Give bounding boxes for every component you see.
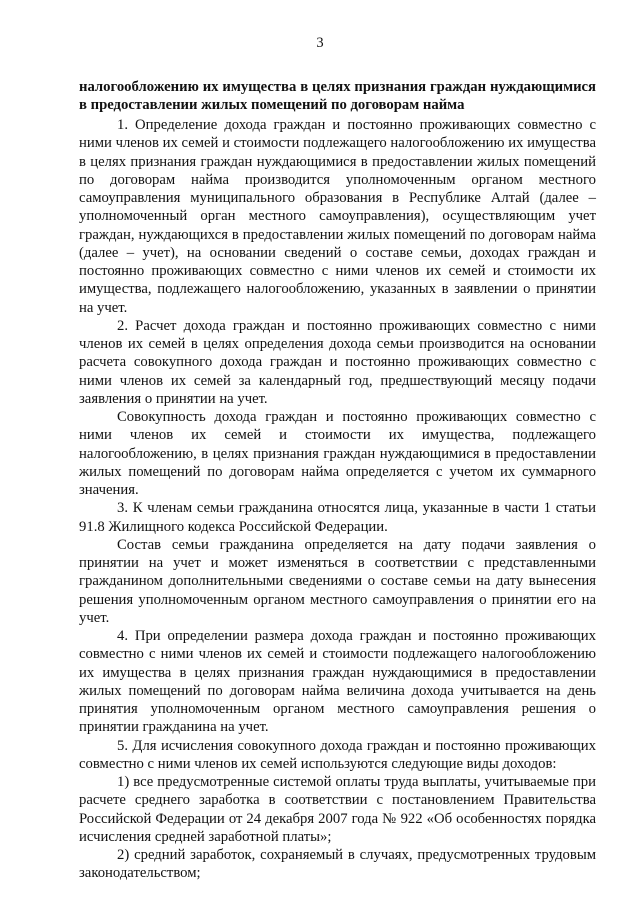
paragraph-3: Совокупность дохода граждан и постоянно проживающих совместно с ними членов их семей и стоимости их имущества, подлежащего налогообложению, в целях признания граждан нуждающимися в предоставлении жилых помещений по договорам найма определяется с учетом их суммарного значения. — [79, 409, 596, 498]
paragraph-2: 2. Расчет дохода граждан и постоянно проживающих совместно с ними членов их семей в целях определения дохода семьи производится на основании расчета совокупного дохода граждан и постоянно проживающих совместно с ними членов их семей за календарный год, предшествующий месяцу подачи заявления о принятии на учет. — [79, 317, 596, 407]
paragraph-8: 1) все предусмотренные системой оплаты труда выплаты, учитываемые при расчете среднего заработка в соответствии с постановлением Правительства Российской Федерации от 24 декабря 2007 года № 922 «Об особенностях порядка исчисления средней заработной платы»; — [79, 774, 596, 845]
paragraph-7: 5. Для исчисления совокупного дохода граждан и постоянно проживающих совместно с ними членов их семей используются следующие виды доходов: — [79, 737, 596, 772]
page-number: 3 — [316, 35, 324, 51]
section-heading: налогообложению их имущества в целях признания граждан нуждающимися в предоставлении жилых помещений по договорам найма — [79, 79, 596, 113]
paragraph-6: 4. При определении размера дохода граждан и постоянно проживающих совместно с ними членов их семей и стоимости подлежащего налогообложению их имущества в целях признания граждан нуждающимися в предоставлении жилых помещений по договорам найма величина дохода учитывается на день принятия уполномоченным органом местного самоуправления решения о принятии гражданина на учет. — [79, 628, 596, 736]
document-body — [79, 78, 596, 883]
paragraph-5: Состав семьи гражданина определяется на дату подачи заявления о принятии на учет и может изменяться в соответствии с представленными гражданином дополнительными сведениями о составе семьи на дату вынесения решения уполномоченным органом местного самоуправления о принятии его на учет. — [79, 536, 596, 626]
paragraph-9: 2) средний заработок, сохраняемый в случаях, предусмотренных трудовым законодательством; — [79, 847, 596, 882]
paragraph-4: 3. К членам семьи гражданина относятся лица, указанные в части 1 статьи 91.8 Жилищного кодекса Российской Федерации. — [79, 500, 596, 535]
paragraph-1: 1. Определение дохода граждан и постоянно проживающих совместно с ними членов их семей и стоимости подлежащего налогообложению их имущества в целях признания граждан нуждающимися в предоставлении жилых помещений по договорам найма производится уполномоченным органом местного самоуправления муниципального образования в Республике Алтай (далее – уполномоченный орган местного самоуправления), осуществляющим учет граждан, нуждающихся в предоставлении жилых помещений по договорам найма (далее – учет), на основании сведений о составе семьи, доходах граждан и постоянно проживающих совместно с ними членов их семей и стоимости их имущества, подлежащего налогообложению, указанных в заявлении о принятии на учет. — [79, 117, 596, 316]
